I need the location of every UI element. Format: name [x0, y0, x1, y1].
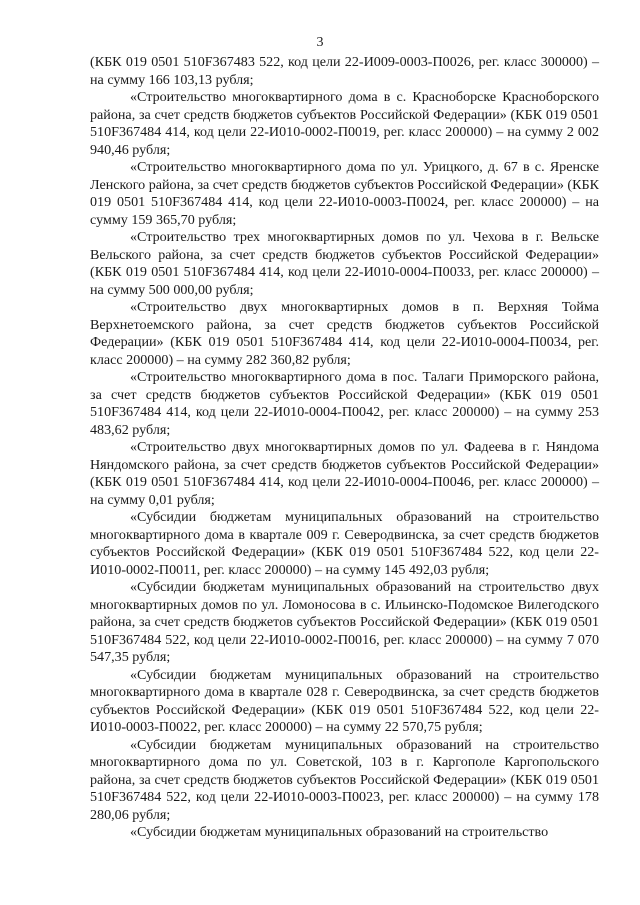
document-body: [90, 54, 599, 842]
paragraph-subsidies-continued: «Субсидии бюджетам муниципальных образований на строительство: [130, 824, 549, 840]
page-number: 3: [316, 35, 324, 50]
paragraph-kbk-continuation: (КБК 019 0501 510F367483 522, код цели 22-И009-0003-П0026, рег. класс 300000) – на сумму 166 103,13 рубля;: [90, 54, 599, 88]
paragraph-krasnoborsk: «Строительство многоквартирного дома в с. Красноборске Красноборского района, за счет средств бюджетов субъектов Российской Федерации» (КБК 019 0501 510F367484 414, код цели 22-И010-0002-П0019, рег. класс 200000) – на сумму 2 002 940,46 рубля;: [90, 89, 599, 158]
paragraph-kargopol: «Субсидии бюджетам муниципальных образований на строительство многоквартирного дома по ул. Советской, 103 в г. Каргополе Каргопольского района, за счет средств бюджетов субъектов Российской Федерации» (КБК 019 0501 510F367484 522, код цели 22-И010-0003-П0023, рег. класс 200000) – на сумму 178 280,06 рубля;: [90, 736, 599, 823]
paragraph-severodvinsk-009: «Субсидии бюджетам муниципальных образований на строительство многоквартирного дома в квартале 009 г. Северодвинска, за счет средств бюджетов субъектов Российской Федерации» (КБК 019 0501 510F367484 522, код цели 22-И010-0002-П0011, рег. класс 200000) – на сумму 145 492,03 рубля;: [90, 509, 599, 578]
paragraph-talagi: «Строительство многоквартирного дома в пос. Талаги Приморского района, за счет средств бюджетов субъектов Российской Федерации» (КБК 019 0501 510F367484 414, код цели 22-И010-0004-П0042, рег. класс 200000) – на сумму 253 483,62 рубля;: [90, 369, 599, 438]
paragraph-severodvinsk-028: «Субсидии бюджетам муниципальных образований на строительство многоквартирного дома в квартале 028 г. Северодвинска, за счет средств бюджетов субъектов Российской Федерации» (КБК 019 0501 510F367484 522, код цели 22-И010-0003-П0022, рег. класс 200000) – на сумму 22 570,75 рубля;: [90, 666, 599, 735]
paragraph-ilinsko-podomskoe: «Субсидии бюджетам муниципальных образований на строительство двух многоквартирных домов по ул. Ломоносова в с. Ильинско-Подомское Вилегодского района, за счет средств бюджетов субъектов Российской Федерации» (КБК 019 0501 510F367484 522, код цели 22-И010-0002-П0016, рег. класс 200000) – на сумму 7 070 547,35 рубля;: [90, 579, 599, 665]
paragraph-yarensk: «Строительство многоквартирного дома по ул. Урицкого, д. 67 в с. Яренске Ленского района, за счет средств бюджетов субъектов Российской Федерации» (КБК 019 0501 510F367484 414, код цели 22-И010-0003-П0024, рег. класс 200000) – на сумму 159 365,70 рубля;: [90, 159, 599, 228]
paragraph-nyandoma: «Строительство двух многоквартирных домов по ул. Фадеева в г. Няндома Няндомского района, за счет средств бюджетов субъектов Российской Федерации» (КБК 019 0501 510F367484 414, код цели 22-И010-0004-П0046, рег. класс 200000) – на сумму 0,01 рубля;: [90, 439, 599, 508]
paragraph-velsk: «Строительство трех многоквартирных домов по ул. Чехова в г. Вельске Вельского района, за счет средств бюджетов субъектов Российской Федерации» (КБК 019 0501 510F367484 414, код цели 22-И010-0004-П0033, рег. класс 200000) – на сумму 500 000,00 рубля;: [90, 229, 599, 298]
paragraph-verkhnyaya-toima: «Строительство двух многоквартирных домов в п. Верхняя Тойма Верхнетоемского района, за счет средств бюджетов субъектов Российской Федерации» (КБК 019 0501 510F367484 414, код цели 22-И010-0004-П0034, рег. класс 200000) – на сумму 282 360,82 рубля;: [90, 299, 599, 368]
